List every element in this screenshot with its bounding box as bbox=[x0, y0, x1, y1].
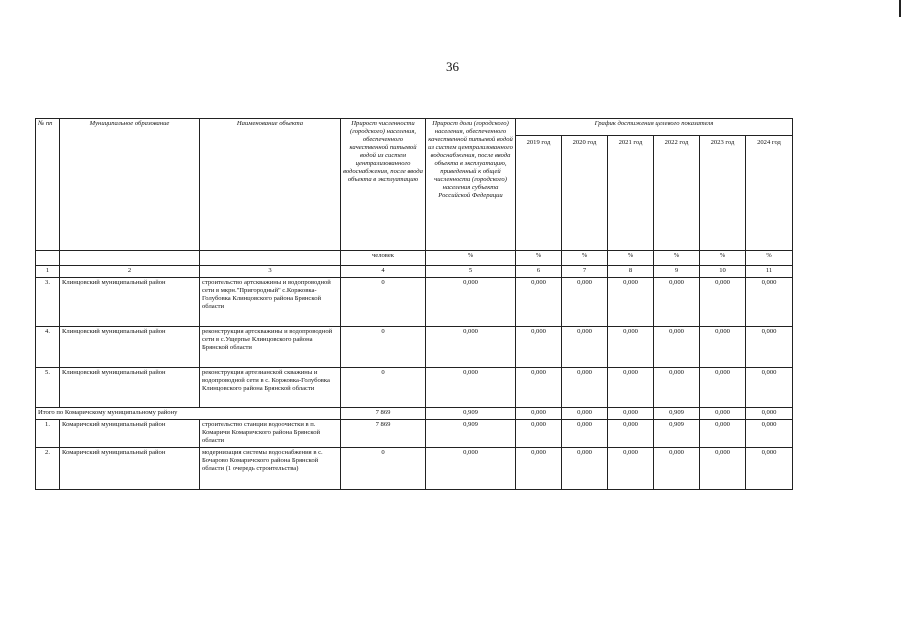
header-municipality: Муниципальное образование bbox=[60, 119, 200, 251]
units-empty-1 bbox=[36, 251, 60, 266]
row-2019: 0,000 bbox=[516, 368, 562, 408]
row-pop: 0 bbox=[341, 327, 426, 368]
colnum-1: 1 bbox=[36, 266, 60, 278]
unit-2023: % bbox=[700, 251, 746, 266]
table-row bbox=[36, 327, 793, 368]
table-row bbox=[36, 368, 793, 408]
header-share-growth bbox=[426, 119, 516, 251]
colnum-5: 5 bbox=[426, 266, 516, 278]
row-2024: 0,000 bbox=[746, 448, 793, 490]
row-num: 2. bbox=[36, 448, 60, 490]
row-share: 0,000 bbox=[426, 278, 516, 327]
row-2024: 0,000 bbox=[746, 420, 793, 448]
row-2020: 0,000 bbox=[562, 420, 608, 448]
row-2024: 0,000 bbox=[746, 278, 793, 327]
row-2019: 0,000 bbox=[516, 327, 562, 368]
total-2022: 0,909 bbox=[654, 408, 700, 420]
row-2021: 0,000 bbox=[608, 448, 654, 490]
colnum-9: 9 bbox=[654, 266, 700, 278]
row-num: 3. bbox=[36, 278, 60, 327]
row-2024: 0,000 bbox=[746, 327, 793, 368]
row-2021: 0,000 bbox=[608, 368, 654, 408]
colnum-2: 2 bbox=[60, 266, 200, 278]
total-2020: 0,000 bbox=[562, 408, 608, 420]
header-pop-growth-text: Прирост численности (городского) населения, обеспеченного качественной питьевой водой из систем централизованного водоснабжения, после ввода объекта в эксплуатацию bbox=[343, 120, 423, 184]
unit-2020: % bbox=[562, 251, 608, 266]
colnum-8: 8 bbox=[608, 266, 654, 278]
total-label: Итого по Комаричскому муниципальному району bbox=[36, 408, 341, 420]
total-row bbox=[36, 408, 793, 420]
row-pop: 0 bbox=[341, 278, 426, 327]
row-2023: 0,000 bbox=[700, 368, 746, 408]
edge-mark bbox=[899, 0, 901, 17]
page-number: 36 bbox=[446, 59, 459, 74]
total-2024: 0,000 bbox=[746, 408, 793, 420]
header-year-2019: 2019 год bbox=[516, 136, 562, 251]
row-share: 0,000 bbox=[426, 448, 516, 490]
row-2022: 0,000 bbox=[654, 327, 700, 368]
row-num: 1. bbox=[36, 420, 60, 448]
row-2021: 0,000 bbox=[608, 278, 654, 327]
row-2023: 0,000 bbox=[700, 278, 746, 327]
row-2022: 0,909 bbox=[654, 420, 700, 448]
row-object: строительство артскважины и водопроводной сети в мкрн."Пригородный" с.Коржовка-Голубовка Клинцовского района Брянской области bbox=[200, 278, 341, 327]
row-object: строительство станции водоочистки в п. Комаричи Комаричского района Брянской области bbox=[200, 420, 341, 448]
row-municipality: Клинцовский муниципальный район bbox=[60, 368, 200, 408]
row-2021: 0,000 bbox=[608, 327, 654, 368]
header-pop-growth bbox=[341, 119, 426, 251]
total-2021: 0,000 bbox=[608, 408, 654, 420]
row-2022: 0,000 bbox=[654, 448, 700, 490]
row-pop: 0 bbox=[341, 448, 426, 490]
row-object: реконструкция артскважины и водопроводной сети в с.Ущерпье Клинцовского района Брянской области bbox=[200, 327, 341, 368]
row-share: 0,000 bbox=[426, 368, 516, 408]
column-numbers-row bbox=[36, 266, 793, 278]
header-num: № пп bbox=[36, 119, 60, 251]
table-row bbox=[36, 420, 793, 448]
header-year-2023: 2023 год bbox=[700, 136, 746, 251]
colnum-10: 10 bbox=[700, 266, 746, 278]
total-pop: 7 869 bbox=[341, 408, 426, 420]
row-2021: 0,000 bbox=[608, 420, 654, 448]
row-2022: 0,000 bbox=[654, 368, 700, 408]
total-2023: 0,000 bbox=[700, 408, 746, 420]
table-row bbox=[36, 278, 793, 327]
colnum-7: 7 bbox=[562, 266, 608, 278]
colnum-6: 6 bbox=[516, 266, 562, 278]
target-indicator-table bbox=[35, 118, 793, 490]
row-2019: 0,000 bbox=[516, 420, 562, 448]
row-pop: 7 869 bbox=[341, 420, 426, 448]
row-share: 0,000 bbox=[426, 327, 516, 368]
row-2020: 0,000 bbox=[562, 278, 608, 327]
header-share-growth-text: Прирост доли (городского) населения, обеспеченного качественной питьевой водой из систем централизованного водоснабжения, после ввода объекта в эксплуатацию, приведенный к общей численности (городского) населения субъекта Российской Федерации bbox=[428, 120, 513, 200]
row-num: 5. bbox=[36, 368, 60, 408]
row-2022: 0,000 bbox=[654, 278, 700, 327]
row-share: 0,909 bbox=[426, 420, 516, 448]
row-municipality: Комаричский муниципальный район bbox=[60, 420, 200, 448]
row-2020: 0,000 bbox=[562, 448, 608, 490]
header-object: Наименование объекта bbox=[200, 119, 341, 251]
total-share: 0,909 bbox=[426, 408, 516, 420]
header-year-2024: 2024 год bbox=[746, 136, 793, 251]
row-municipality: Комаричский муниципальный район bbox=[60, 448, 200, 490]
row-municipality: Клинцовский муниципальный район bbox=[60, 327, 200, 368]
row-object: модернизация системы водоснабжения в с. Бочарово Комаричского района Брянской области (1 очередь строительства) bbox=[200, 448, 341, 490]
units-empty-3 bbox=[200, 251, 341, 266]
table-row bbox=[36, 448, 793, 490]
row-pop: 0 bbox=[341, 368, 426, 408]
row-2023: 0,000 bbox=[700, 420, 746, 448]
row-2020: 0,000 bbox=[562, 327, 608, 368]
row-2023: 0,000 bbox=[700, 327, 746, 368]
unit-2022: % bbox=[654, 251, 700, 266]
row-2024: 0,000 bbox=[746, 368, 793, 408]
units-empty-2 bbox=[60, 251, 200, 266]
row-2019: 0,000 bbox=[516, 278, 562, 327]
row-municipality: Клинцовский муниципальный район bbox=[60, 278, 200, 327]
unit-2021: % bbox=[608, 251, 654, 266]
row-object: реконструкция артезианской скважины и водопроводной сети в с. Коржовка-Голубовка Клинцовского района Брянской области bbox=[200, 368, 341, 408]
unit-pop: человек bbox=[341, 251, 426, 266]
header-year-2022: 2022 год bbox=[654, 136, 700, 251]
row-2020: 0,000 bbox=[562, 368, 608, 408]
row-num: 4. bbox=[36, 327, 60, 368]
header-year-2021: 2021 год bbox=[608, 136, 654, 251]
colnum-11: 11 bbox=[746, 266, 793, 278]
row-2023: 0,000 bbox=[700, 448, 746, 490]
header-row bbox=[36, 119, 793, 136]
row-2019: 0,000 bbox=[516, 448, 562, 490]
header-year-2020: 2020 год bbox=[562, 136, 608, 251]
unit-2024: % bbox=[746, 251, 793, 266]
units-row bbox=[36, 251, 793, 266]
header-schedule: График достижения целевого показателя bbox=[516, 119, 793, 136]
unit-2019: % bbox=[516, 251, 562, 266]
colnum-4: 4 bbox=[341, 266, 426, 278]
unit-share: % bbox=[426, 251, 516, 266]
total-2019: 0,000 bbox=[516, 408, 562, 420]
colnum-3: 3 bbox=[200, 266, 341, 278]
